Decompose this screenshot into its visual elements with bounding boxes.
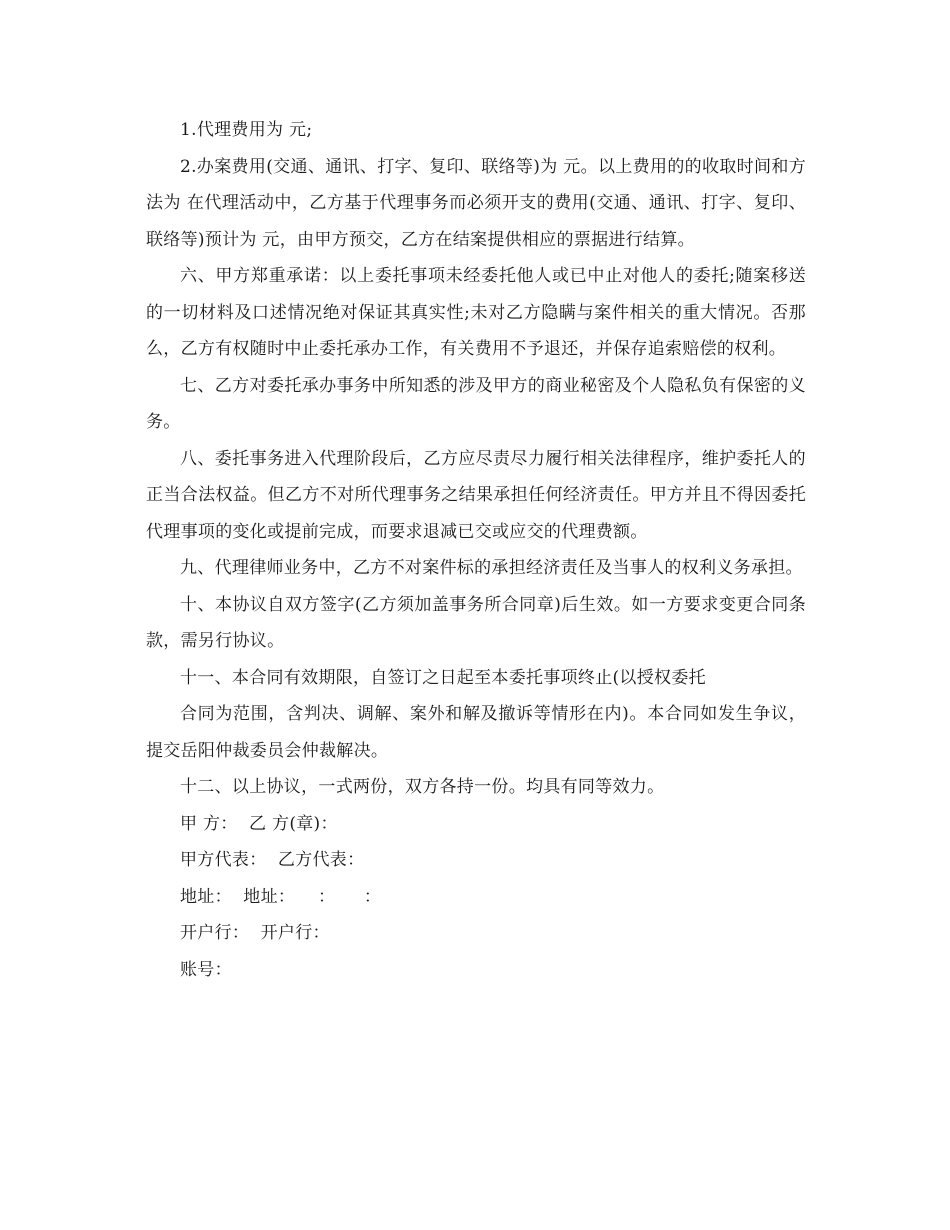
- clause-ten-effectiveness: 十、本协议自双方签字(乙方须加盖事务所合同章)后生效。如一方要求变更合同条款，需另行协议。: [146, 594, 806, 651]
- clause-nine-liability: 九、代理律师业务中，乙方不对案件标的承担经济责任及当事人的权利义务承担。: [180, 558, 803, 578]
- clause-eleven-term-continuation: 合同为范围，含判决、调解、案外和解及撤诉等情形在内)。本合同如发生争议，提交岳阳仲裁委员会仲裁解决。: [146, 704, 806, 761]
- clause-eleven-term-line1: 十一、本合同有效期限，自签订之日起至本委托事项终止(以授权委托: [180, 667, 706, 688]
- signature-address-line: 地址： 地址： ： ：: [180, 886, 382, 907]
- signature-account-line: 账号：: [180, 959, 232, 980]
- clause-seven-confidentiality: 七、乙方对委托承办事务中所知悉的涉及甲方的商业秘密及个人隐私负有保密的义务。: [146, 375, 806, 432]
- signature-representative-line: 甲方代表： 乙方代表：: [180, 850, 365, 870]
- document-body: [146, 112, 806, 988]
- clause-agency-fee: 1.代理费用为 元;: [180, 120, 313, 140]
- clause-case-expenses: 2.办案费用(交通、通讯、打字、复印、联络等)为 元。以上费用的的收取时间和方法为 在代理活动中，乙方基于代理事务而必须开支的费用(交通、通讯、打字、复印、联络等)预计为 元，由甲方预交，乙方在结案提供相应的票据进行结算。: [146, 156, 806, 250]
- signature-bank-line: 开户行： 开户行：: [180, 923, 330, 943]
- clause-six-party-a-commitment: 六、甲方郑重承诺：以上委托事项未经委托他人或已中止对他人的委托;随案移送的一切材料及口述情况绝对保证其真实性;未对乙方隐瞒与案件相关的重大情况。否那么，乙方有权随时中止委托承办工作，有关费用不予退还，并保存追索赔偿的权利。: [146, 266, 806, 359]
- clause-eight-agency-stage: 八、委托事务进入代理阶段后，乙方应尽责尽力履行相关法律程序，维护委托人的正当合法权益。但乙方不对所代理事务之结果承担任何经济责任。甲方并且不得因委托代理事项的变化或提前完成，而要求退减已交或应交的代理费额。: [146, 448, 806, 542]
- clause-twelve-copies: 十二、以上协议，一式两份，双方各持一份。均具有同等效力。: [180, 777, 665, 797]
- signature-party-line: 甲 方： 乙 方(章)：: [180, 813, 338, 834]
